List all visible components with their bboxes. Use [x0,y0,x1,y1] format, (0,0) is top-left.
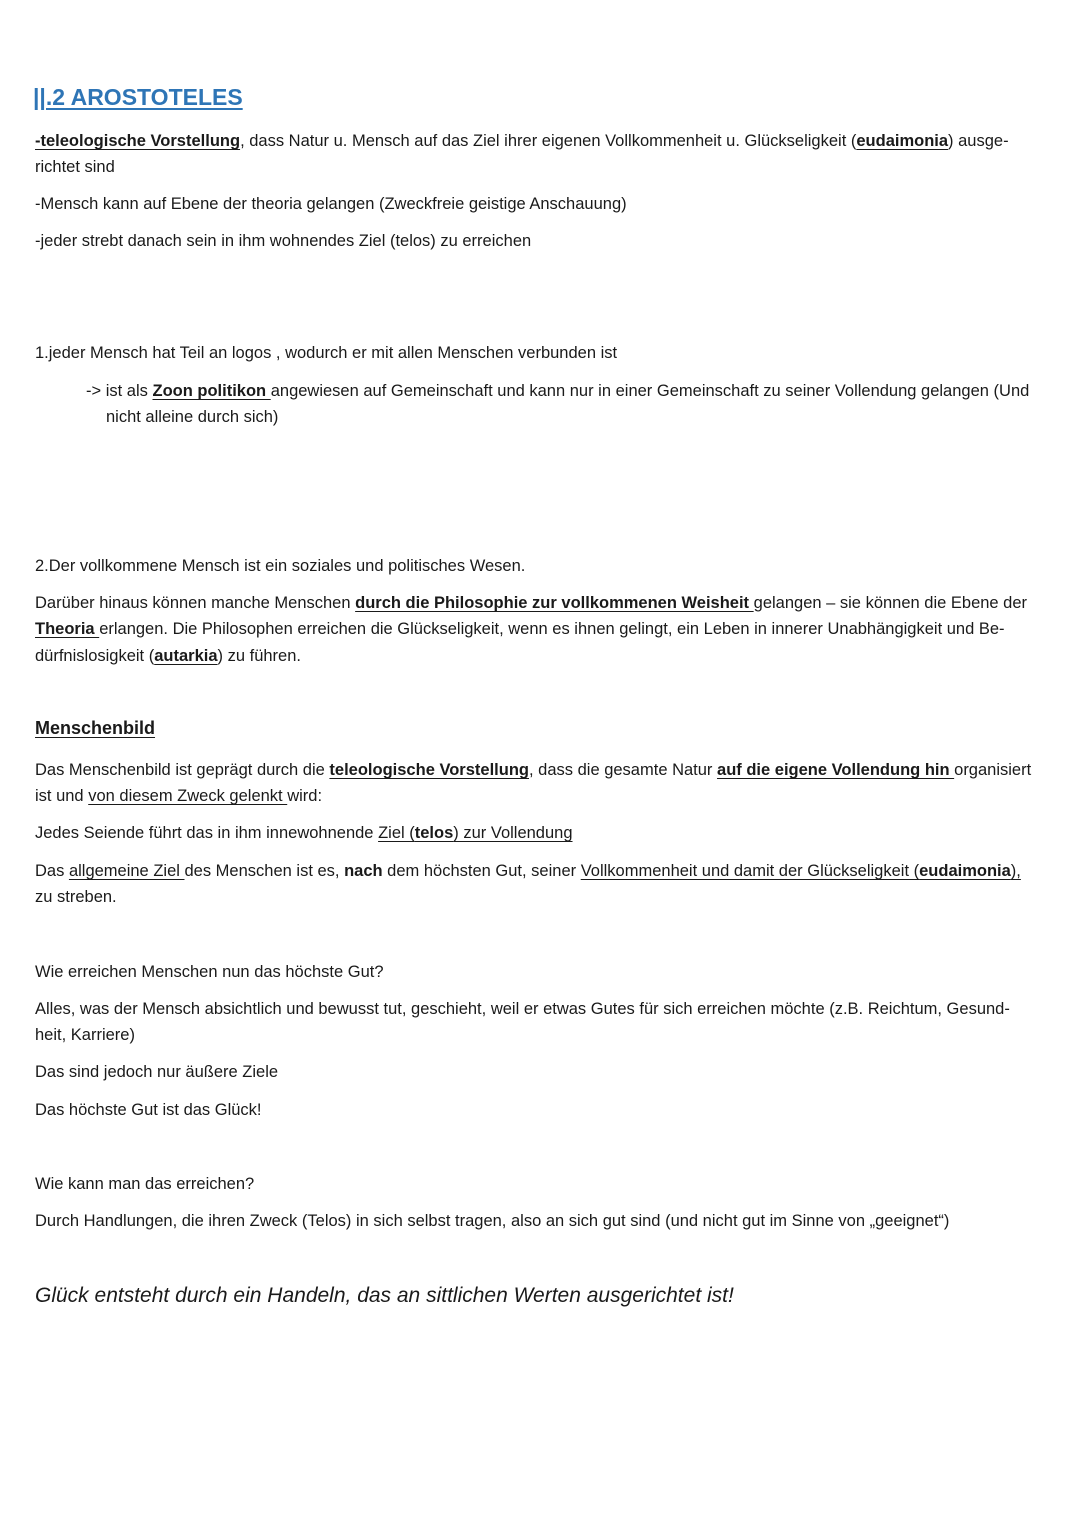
menschenbild-title: Menschenbild [35,718,156,738]
point1-line-2: -> ist als Zoon politikon angewiesen auf Gemeinschaft und kann nur in einer Gemeinschaft zu seiner Vollendung gelangen (Und [86,382,1030,400]
point2-line-4: dürfnislosigkeit (autarkia) zu führen. [35,647,301,665]
term-zoon-politikon: Zoon politikon [152,382,271,400]
intro-line-2: richtet sind [35,158,115,176]
point2-line-1: 2.Der vollkommene Mensch ist ein soziales und politisches Wesen. [35,557,526,575]
intro-line-3: -Mensch kann auf Ebene der theoria gelangen (Zweckfreie geistige Anschauung) [35,195,627,213]
term-theoria: Theoria [35,620,100,638]
intro-line-1: -teleologische Vorstellung, dass Natur u. Mensch auf das Ziel ihrer eigenen Vollkommenheit u. Glückseligkeit (eudaimonia) ausge- [35,132,1009,150]
point2-line-3: Theoria erlangen. Die Philosophen erreichen die Glückseligkeit, wenn es ihnen gelingt, ein Leben in innerer Unabhängigkeit und Be- [35,620,1005,638]
point1-line-3: nicht alleine durch sich) [106,408,279,426]
term-eudaimonia: eudaimonia [856,132,949,150]
question1-text: Wie erreichen Menschen nun das höchste Gut? [35,963,384,981]
intro-line-4: -jeder strebt danach sein in ihm wohnendes Ziel (telos) zu erreichen [35,232,532,250]
term-autarkia: autarkia [154,647,218,665]
question2-answer: Durch Handlungen, die ihren Zweck (Telos) in sich selbst tragen, also an sich gut sind (und nicht gut im Sinne von „geeignet“) [35,1212,950,1230]
point1-line-1: 1.jeder Mensch hat Teil an logos , wodurch er mit allen Menschen verbunden ist [35,344,618,362]
question2-text: Wie kann man das erreichen? [35,1175,255,1193]
term-philosophie-weisheit: durch die Philosophie zur vollkommenen Weisheit [355,594,754,612]
question1-answer-line-1: Alles, was der Mensch absichtlich und bewusst tut, geschieht, weil er etwas Gutes für sich erreichen möchte (z.B. Reichtum, Gesund- [35,1000,1010,1018]
question1-answer-line-2: heit, Karriere) [35,1026,135,1044]
term-teleologische-vorstellung: -teleologische Vorstellung [35,132,241,150]
menschenbild-line-4: Das allgemeine Ziel des Menschen ist es, nach dem höchsten Gut, seiner Vollkommenheit und damit der Glückseligkeit (eudaimonia), [35,862,1021,880]
menschenbild-line-2: ist und von diesem Zweck gelenkt wird: [35,787,323,805]
section-heading: ||.2 AROSTOTELES [33,84,243,110]
question1-answer-line-4: Das höchste Gut ist das Glück! [35,1101,262,1119]
menschenbild-line-3: Jedes Seiende führt das in ihm innewohnende Ziel (telos) zur Vollendung [35,824,573,842]
question1-answer-line-3: Das sind jedoch nur äußere Ziele [35,1063,279,1081]
menschenbild-line-1: Das Menschenbild ist geprägt durch die teleologische Vorstellung, dass die gesamte Natur auf die eigene Vollendung hin organisiert [35,761,1032,779]
point2-line-2: Darüber hinaus können manche Menschen durch die Philosophie zur vollkommenen Weisheit gelangen – sie können die Ebene der [35,594,1028,612]
menschenbild-line-5: zu streben. [35,888,117,906]
conclusion-statement: Glück entsteht durch ein Handeln, das an sittlichen Werten ausgerichtet ist! [35,1284,734,1307]
